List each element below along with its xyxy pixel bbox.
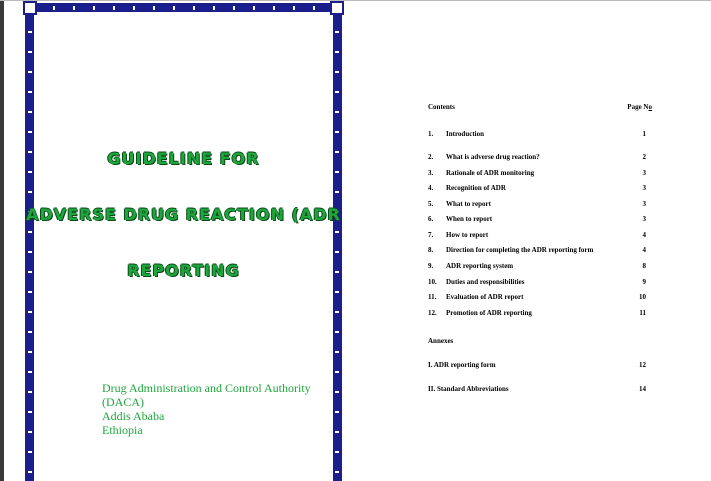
cover-border-stripe-top bbox=[35, 6, 332, 10]
org-city: Addis Ababa bbox=[102, 409, 165, 423]
border-corner-ornament bbox=[330, 1, 344, 15]
toc-entry[interactable]: 6. When to report 3 bbox=[428, 215, 646, 223]
contents-header bbox=[428, 103, 654, 113]
organization-block bbox=[102, 381, 311, 437]
cover-page bbox=[25, 3, 342, 481]
toc-entry[interactable]: 9. ADR reporting system 8 bbox=[428, 262, 646, 270]
toc-entry[interactable]: 11. Evaluation of ADR report 10 bbox=[428, 293, 646, 301]
cover-title-line-3: REPORTING bbox=[127, 261, 240, 280]
toc-entry[interactable]: 1. Introduction 1 bbox=[428, 130, 646, 138]
annexes-heading: Annexes bbox=[428, 337, 454, 345]
toc-entry[interactable]: 2. What is adverse drug reaction? 2 bbox=[428, 153, 646, 161]
viewer-gutter bbox=[0, 0, 4, 481]
toc-entry[interactable]: 12. Promotion of ADR reporting 11 bbox=[428, 309, 646, 317]
toc-entry[interactable]: 5. What to report 3 bbox=[428, 200, 646, 208]
toc-entry[interactable]: 10. Duties and responsibilities 9 bbox=[428, 278, 646, 286]
page-number-heading: Page No bbox=[627, 103, 652, 111]
toc-entry[interactable]: 4. Recognition of ADR 3 bbox=[428, 184, 646, 192]
toc-entry[interactable]: 8. Direction for completing the ADR reporting form 4 bbox=[428, 246, 646, 254]
toc-entry[interactable]: 3. Rationale of ADR monitoring 3 bbox=[428, 169, 646, 177]
toc-entry[interactable]: 7. How to report 4 bbox=[428, 231, 646, 239]
contents-heading: Contents bbox=[428, 103, 455, 111]
annex-entry[interactable]: II. Standard Abbreviations 14 bbox=[428, 385, 646, 393]
cover-border-stripe-right bbox=[335, 13, 339, 481]
org-acronym: (DACA) bbox=[102, 395, 144, 409]
org-name: Drug Administration and Control Authority bbox=[102, 381, 311, 395]
cover-border-stripe-left bbox=[28, 13, 32, 481]
cover-title-line-1: GUIDELINE FOR bbox=[107, 149, 260, 168]
org-country: Ethiopia bbox=[102, 423, 143, 437]
cover-title-line-2: ADVERSE DRUG REACTION (ADR bbox=[26, 205, 341, 224]
viewer-top-edge bbox=[0, 0, 711, 1]
annex-entry[interactable]: I. ADR reporting form 12 bbox=[428, 361, 646, 369]
border-corner-ornament bbox=[23, 1, 37, 15]
